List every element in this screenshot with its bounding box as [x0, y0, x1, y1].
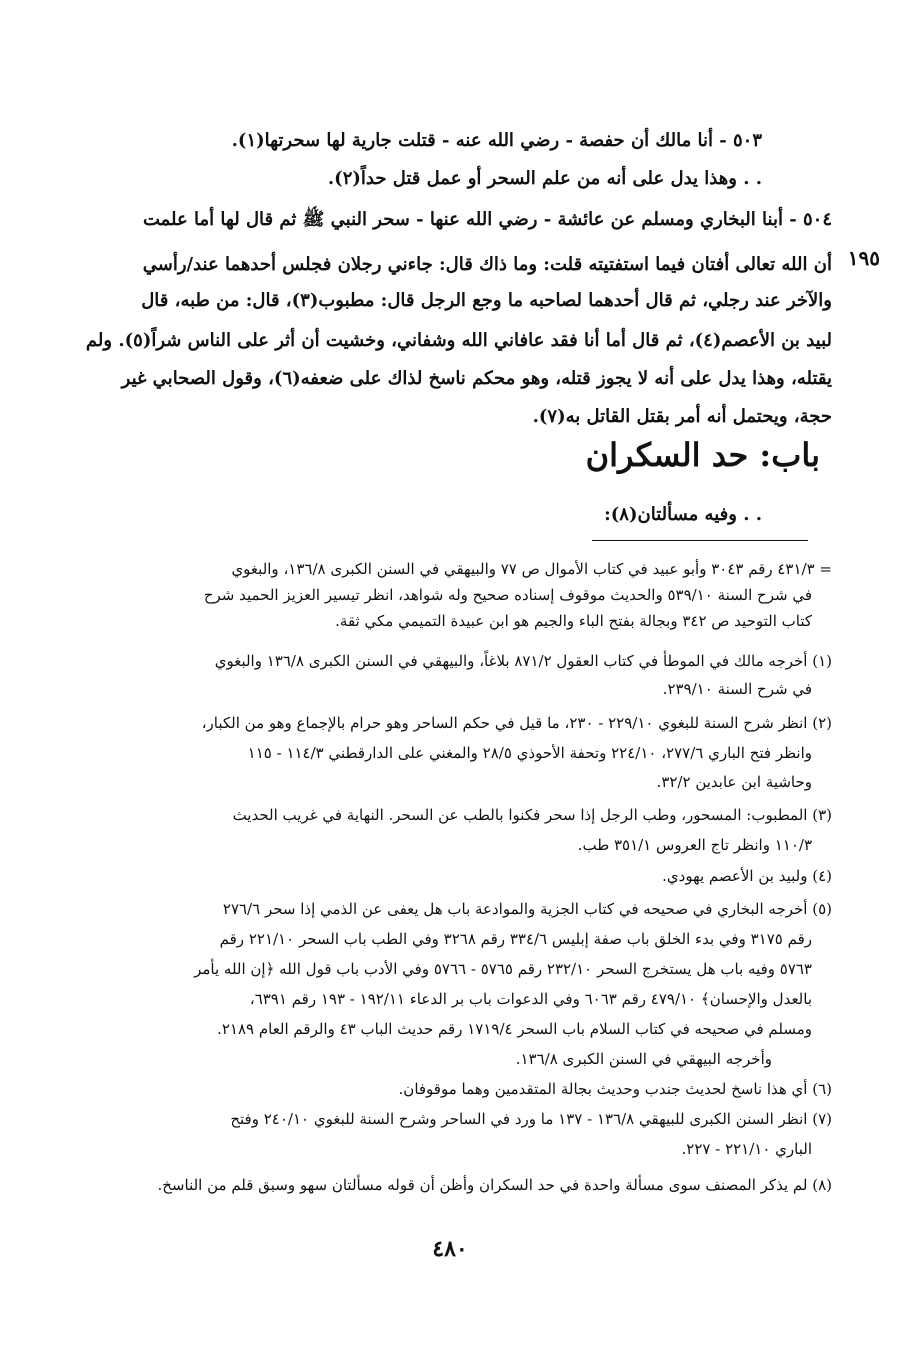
footnote-line: في شرح السنة ٢٣٩/١٠. [662, 680, 812, 698]
main-line-3: ٥٠٤ - أبنا البخاري ومسلم عن عائشة - رضي الله عنها - سحر النبي ﷺ ثم قال لها أما علمت [142, 209, 832, 230]
footnote-line: (١) أخرجه مالك في الموطأ في كتاب العقول ٨٧١/٢ بلاغاً، والبيهقي في السنن الكبرى ١٣٦/٨ والبغوي [214, 652, 832, 670]
footnote-line: (٤) ولبيد بن الأعصم يهودي. [662, 867, 832, 885]
footnote-line: الباري ٢٢١/١٠ - ٢٢٧. [681, 1140, 812, 1158]
footnote-line: (٢) انظر شرح السنة للبغوي ٢٢٩/١٠ - ٢٣٠، ما قيل في حكم الساحر وهو حرام بالإجماع وهو من الكبار، [201, 714, 832, 732]
footnote-line: ٥٧٦٣ وفيه باب هل يستخرج السحر ٢٣٢/١٠ رقم ٥٧٦٥ - ٥٧٦٦ وفي الأدب باب قول الله ﴿إن الله يأمر [194, 960, 812, 978]
main-line-1: ٥٠٣ - أنا مالك أن حفصة - رضي الله عنه - قتلت جارية لها سحرتها(١). [231, 130, 762, 151]
footnote-line: رقم ٣١٧٥ وفي بدء الخلق باب صفة إبليس ٣٣٤/٦ رقم ٣٢٦٨ وفي الطب باب السحر ٢٢١/١٠ رقم [219, 930, 812, 948]
main-line-2: . . وهذا يدل على أنه من علم السحر أو عمل قتل حداً(٢). [327, 168, 762, 189]
footnote-line: وأخرجه البيهقي في السنن الكبرى ١٣٦/٨. [515, 1050, 772, 1068]
main-line-7: يقتله، وهذا يدل على أنه لا يجوز قتله، وهو محكم ناسخ لذاك على ضعفه(٦)، وقول الصحابي غير [121, 368, 832, 389]
main-line-5: والآخر عند رجلي، ثم قال أحدهما لصاحبه ما وجع الرجل قال: مطبوب(٣)، قال: من طبه، قال [141, 290, 832, 311]
footnote-separator [592, 540, 808, 541]
section-subline: . . وفيه مسألتان(٨): [604, 504, 762, 525]
footnote-line: وحاشية ابن عابدين ٣٢/٢. [656, 773, 812, 791]
footnote-line: وانظر فتح الباري ٢٧٧/٦، ٢٢٤/١٠ وتحفة الأحوذي ٢٨/٥ والمغني على الدارقطني ١١٤/٣ - ١١٥ [247, 744, 812, 762]
footnote-line: بالعدل والإحسان﴾ ٤٧٩/١٠ رقم ٦٠٦٣ وفي الدعوات باب بر الدعاء ١٩٢/١١ - ١٩٣ رقم ٦٣٩١، [249, 990, 812, 1008]
main-line-4: أن الله تعالى أفتان فيما استفتيته قلت: وما ذاك قال: جاءني رجلان فجلس أحدهما عند/رأسي [142, 254, 832, 275]
footnote-line: كتاب التوحيد ص ٣٤٢ وبجالة بفتح الباء والجيم هو ابن عبيدة التميمي مكي ثقة. [335, 612, 812, 630]
section-heading: باب: حد السكران [585, 436, 820, 474]
footnote-line: (٧) انظر السنن الكبرى للبيهقي ١٣٦/٨ - ١٣٧ ما ورد في الساحر وشرح السنة للبغوي ٢٤٠/١٠ وفتح [230, 1110, 832, 1128]
footnote-line: (٨) لم يذكر المصنف سوى مسألة واحدة في حد السكران وأظن أن قوله مسألتان سهو وسبق قلم من الناسخ. [157, 1176, 832, 1194]
margin-page-ref: ١٩٥ [847, 246, 880, 270]
footnote-line: (٣) المطبوب: المسحور، وطب الرجل إذا سحر فكنوا بالطب عن السحر. النهاية في غريب الحديث [232, 806, 832, 824]
main-line-8: حجة، ويحتمل أنه أمر بقتل القاتل به(٧). [532, 406, 832, 427]
main-line-6: لبيد بن الأعصم(٤)، ثم قال أما أنا فقد عافاني الله وشفاني، وخشيت أن أثر على الناس شراً(٥). ولم [85, 330, 832, 351]
footnote-line: (٥) أخرجه البخاري في صحيحه في كتاب الجزية والموادعة باب هل يعفى عن الذمي إذا سحر ٢٧٦/٦ [222, 900, 832, 918]
footnote-line: ١١٠/٣ وانظر تاج العروس ٣٥١/١ طب. [577, 836, 812, 854]
footnote-line: (٦) أي هذا ناسخ لحديث جندب وحديث بجالة المتقدمين وهما موقوفان. [398, 1080, 832, 1098]
footnote-line: = ٤٣١/٣ رقم ٣٠٤٣ وأبو عبيد في كتاب الأموال ص ٧٧ والبيهقي في السنن الكبرى ١٣٦/٨، والبغوي [231, 560, 832, 578]
footnote-line: ومسلم في صحيحه في كتاب السلام باب السحر ١٧١٩/٤ رقم حديث الباب ٤٣ والرقم العام ٢١٨٩. [217, 1020, 812, 1038]
page-number: ٤٨٠ [432, 1236, 468, 1262]
footnote-line: في شرح السنة ٥٣٩/١٠ والحديث موقوف إسناده صحيح وله شواهد، انظر تيسير العزيز الحميد شرح [203, 586, 812, 604]
